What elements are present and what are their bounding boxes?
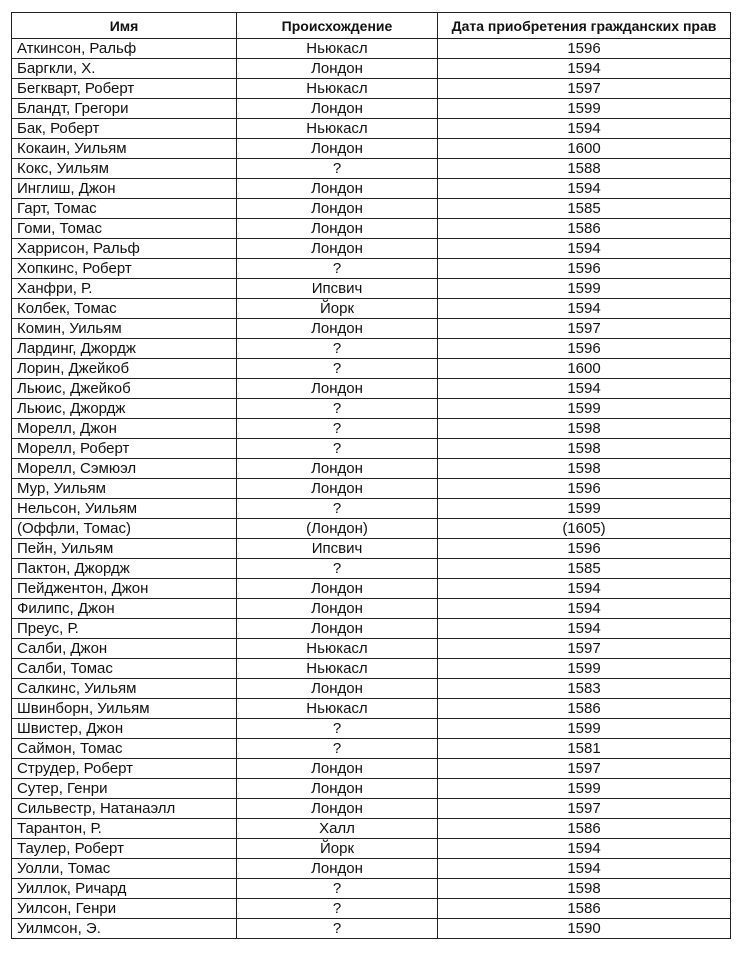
cell-origin: Ньюкасл: [237, 119, 438, 139]
cell-name: Филипс, Джон: [12, 599, 237, 619]
cell-date: 1596: [438, 539, 731, 559]
cell-date: 1588: [438, 159, 731, 179]
cell-name: Хопкинс, Роберт: [12, 259, 237, 279]
cell-origin: ?: [237, 419, 438, 439]
cell-date: 1599: [438, 499, 731, 519]
table-row: [12, 879, 731, 899]
cell-name: Кокаин, Уильям: [12, 139, 237, 159]
table-row: [12, 359, 731, 379]
table-row: [12, 379, 731, 399]
cell-name: Уолли, Томас: [12, 859, 237, 879]
cell-origin: Лондон: [237, 479, 438, 499]
cell-origin: Ипсвич: [237, 539, 438, 559]
cell-name: Уиллок, Ричард: [12, 879, 237, 899]
cell-name: Уилсон, Генри: [12, 899, 237, 919]
cell-name: Пактон, Джордж: [12, 559, 237, 579]
cell-name: Саймон, Томас: [12, 739, 237, 759]
cell-date: 1599: [438, 279, 731, 299]
table-row: [12, 119, 731, 139]
cell-origin: Лондон: [237, 679, 438, 699]
cell-date: 1598: [438, 419, 731, 439]
table-row: [12, 919, 731, 939]
cell-date: 1596: [438, 479, 731, 499]
cell-origin: Лондон: [237, 759, 438, 779]
cell-name: Преус, Р.: [12, 619, 237, 639]
cell-date: 1598: [438, 879, 731, 899]
header-origin: Происхождение: [237, 13, 438, 39]
cell-date: 1590: [438, 919, 731, 939]
cell-name: Таулер, Роберт: [12, 839, 237, 859]
table-header: [12, 13, 731, 39]
cell-origin: Лондон: [237, 799, 438, 819]
cell-name: Гарт, Томас: [12, 199, 237, 219]
cell-origin: (Лондон): [237, 519, 438, 539]
cell-origin: Ипсвич: [237, 279, 438, 299]
table-row: [12, 79, 731, 99]
table-body: [12, 39, 731, 939]
table-row: [12, 239, 731, 259]
table-row: [12, 399, 731, 419]
cell-date: 1599: [438, 399, 731, 419]
cell-name: Мур, Уильям: [12, 479, 237, 499]
table-row: [12, 759, 731, 779]
cell-name: Харрисон, Ральф: [12, 239, 237, 259]
cell-origin: Лондон: [237, 859, 438, 879]
cell-name: Баргкли, Х.: [12, 59, 237, 79]
cell-date: 1594: [438, 239, 731, 259]
table-row: [12, 579, 731, 599]
table-row: [12, 539, 731, 559]
table-row: [12, 519, 731, 539]
table-row: [12, 279, 731, 299]
cell-date: 1597: [438, 79, 731, 99]
table-row: [12, 839, 731, 859]
cell-origin: ?: [237, 879, 438, 899]
cell-date: 1594: [438, 179, 731, 199]
header-date: Дата приобретения гражданских прав: [438, 13, 731, 39]
cell-name: Кокс, Уильям: [12, 159, 237, 179]
cell-origin: ?: [237, 259, 438, 279]
table-row: [12, 99, 731, 119]
cell-origin: Йорк: [237, 299, 438, 319]
cell-date: 1600: [438, 139, 731, 159]
table-row: [12, 159, 731, 179]
table-row: [12, 39, 731, 59]
cell-name: Нельсон, Уильям: [12, 499, 237, 519]
cell-name: Льюис, Джейкоб: [12, 379, 237, 399]
cell-date: 1594: [438, 599, 731, 619]
cell-origin: ?: [237, 919, 438, 939]
cell-name: Комин, Уильям: [12, 319, 237, 339]
table-row: [12, 719, 731, 739]
cell-name: Лорин, Джейкоб: [12, 359, 237, 379]
cell-name: Сильвестр, Натанаэлл: [12, 799, 237, 819]
cell-date: 1599: [438, 99, 731, 119]
cell-date: 1594: [438, 859, 731, 879]
cell-origin: Лондон: [237, 579, 438, 599]
cell-origin: Лондон: [237, 599, 438, 619]
table-row: [12, 219, 731, 239]
cell-origin: Лондон: [237, 459, 438, 479]
cell-date: 1585: [438, 199, 731, 219]
header-name: Имя: [12, 13, 237, 39]
cell-name: Льюис, Джордж: [12, 399, 237, 419]
cell-name: Салкинс, Уильям: [12, 679, 237, 699]
citizens-table: [11, 12, 731, 939]
cell-origin: ?: [237, 339, 438, 359]
table-row: [12, 179, 731, 199]
table-row: [12, 619, 731, 639]
table-row: [12, 499, 731, 519]
cell-date: 1585: [438, 559, 731, 579]
cell-name: Бегкварт, Роберт: [12, 79, 237, 99]
cell-origin: ?: [237, 359, 438, 379]
cell-origin: ?: [237, 899, 438, 919]
cell-name: Инглиш, Джон: [12, 179, 237, 199]
cell-name: Пейн, Уильям: [12, 539, 237, 559]
cell-name: Бак, Роберт: [12, 119, 237, 139]
cell-date: 1597: [438, 639, 731, 659]
cell-origin: Лондон: [237, 199, 438, 219]
table-row: [12, 899, 731, 919]
table-row: [12, 779, 731, 799]
cell-date: 1594: [438, 839, 731, 859]
table-row: [12, 339, 731, 359]
cell-origin: Халл: [237, 819, 438, 839]
cell-date: 1599: [438, 779, 731, 799]
cell-origin: ?: [237, 739, 438, 759]
table-row: [12, 479, 731, 499]
table-row: [12, 699, 731, 719]
table-row: [12, 659, 731, 679]
cell-name: Морелл, Сэмюэл: [12, 459, 237, 479]
cell-date: (1605): [438, 519, 731, 539]
cell-name: Уилмсон, Э.: [12, 919, 237, 939]
cell-date: 1598: [438, 459, 731, 479]
cell-origin: ?: [237, 439, 438, 459]
cell-date: 1586: [438, 699, 731, 719]
cell-date: 1599: [438, 719, 731, 739]
cell-origin: Йорк: [237, 839, 438, 859]
cell-origin: Лондон: [237, 219, 438, 239]
cell-name: Салби, Джон: [12, 639, 237, 659]
cell-date: 1594: [438, 579, 731, 599]
table-row: [12, 679, 731, 699]
table-row: [12, 439, 731, 459]
cell-name: Колбек, Томас: [12, 299, 237, 319]
cell-name: Морелл, Роберт: [12, 439, 237, 459]
table-row: [12, 199, 731, 219]
cell-origin: Лондон: [237, 319, 438, 339]
cell-name: Бландт, Грегори: [12, 99, 237, 119]
table-row: [12, 319, 731, 339]
table-row: [12, 799, 731, 819]
cell-origin: ?: [237, 399, 438, 419]
cell-origin: Лондон: [237, 99, 438, 119]
cell-date: 1594: [438, 299, 731, 319]
cell-name: Гоми, Томас: [12, 219, 237, 239]
cell-origin: ?: [237, 159, 438, 179]
cell-origin: Ньюкасл: [237, 699, 438, 719]
cell-date: 1583: [438, 679, 731, 699]
cell-date: 1599: [438, 659, 731, 679]
cell-name: Морелл, Джон: [12, 419, 237, 439]
cell-name: Швистер, Джон: [12, 719, 237, 739]
cell-date: 1594: [438, 379, 731, 399]
cell-origin: Ньюкасл: [237, 79, 438, 99]
table-row: [12, 459, 731, 479]
cell-date: 1586: [438, 899, 731, 919]
cell-date: 1597: [438, 799, 731, 819]
cell-date: 1586: [438, 219, 731, 239]
cell-date: 1598: [438, 439, 731, 459]
cell-origin: ?: [237, 559, 438, 579]
cell-name: Пейджентон, Джон: [12, 579, 237, 599]
cell-origin: Лондон: [237, 779, 438, 799]
cell-name: Ханфри, Р.: [12, 279, 237, 299]
cell-date: 1596: [438, 259, 731, 279]
cell-date: 1596: [438, 339, 731, 359]
table-row: [12, 739, 731, 759]
cell-origin: Лондон: [237, 179, 438, 199]
table-row: [12, 599, 731, 619]
table-row: [12, 819, 731, 839]
cell-date: 1600: [438, 359, 731, 379]
cell-origin: Лондон: [237, 139, 438, 159]
cell-date: 1581: [438, 739, 731, 759]
cell-name: Салби, Томас: [12, 659, 237, 679]
cell-name: Швинборн, Уильям: [12, 699, 237, 719]
table-row: [12, 259, 731, 279]
cell-name: Сутер, Генри: [12, 779, 237, 799]
table-row: [12, 299, 731, 319]
table-row: [12, 139, 731, 159]
cell-name: Лардинг, Джордж: [12, 339, 237, 359]
cell-name: Тарантон, Р.: [12, 819, 237, 839]
cell-origin: Лондон: [237, 239, 438, 259]
cell-date: 1596: [438, 39, 731, 59]
cell-name: Аткинсон, Ральф: [12, 39, 237, 59]
cell-origin: ?: [237, 499, 438, 519]
cell-origin: Лондон: [237, 619, 438, 639]
table-row: [12, 559, 731, 579]
cell-date: 1597: [438, 319, 731, 339]
cell-origin: ?: [237, 719, 438, 739]
table-row: [12, 639, 731, 659]
cell-name: (Оффли, Томас): [12, 519, 237, 539]
table-row: [12, 59, 731, 79]
cell-date: 1586: [438, 819, 731, 839]
cell-name: Струдер, Роберт: [12, 759, 237, 779]
cell-date: 1594: [438, 619, 731, 639]
cell-date: 1594: [438, 119, 731, 139]
table-row: [12, 419, 731, 439]
table-row: [12, 859, 731, 879]
cell-origin: Лондон: [237, 59, 438, 79]
cell-date: 1594: [438, 59, 731, 79]
cell-origin: Лондон: [237, 379, 438, 399]
cell-origin: Ньюкасл: [237, 39, 438, 59]
cell-origin: Ньюкасл: [237, 639, 438, 659]
cell-date: 1597: [438, 759, 731, 779]
cell-origin: Ньюкасл: [237, 659, 438, 679]
header-row: [12, 13, 731, 39]
